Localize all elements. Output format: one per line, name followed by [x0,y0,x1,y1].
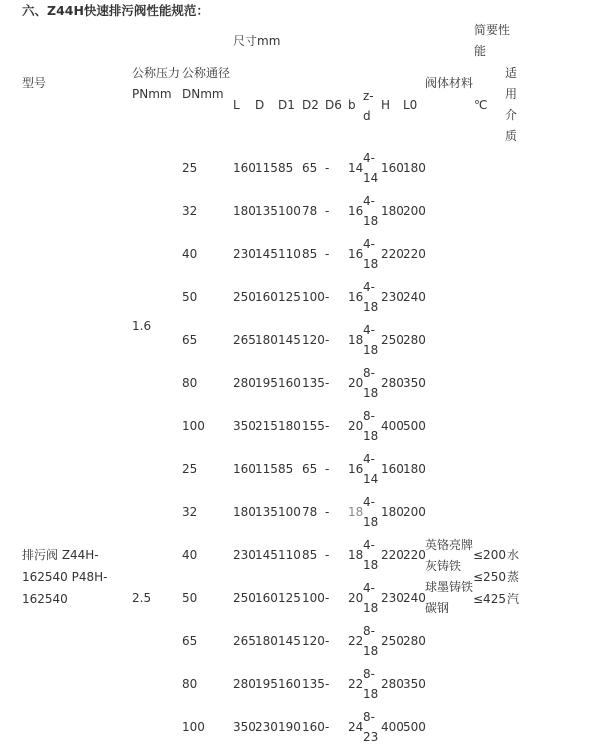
temperature-3: ≤425 [473,592,506,606]
b-cell: 20 [348,591,364,605]
D1-cell: 100 [278,505,301,519]
L-cell: 180 [233,204,256,218]
L0-cell: 500 [403,419,426,433]
L0-cell: 280 [403,634,426,648]
col-header-D: D [255,98,265,112]
zd-cell-top: 4- [363,495,375,509]
col-header-D2: D2 [302,98,319,112]
D6-cell: - [325,462,330,476]
b-cell: 20 [348,419,364,433]
zd-cell-bottom: 18 [363,558,379,572]
L0-cell: 200 [403,505,426,519]
zd-cell-top: 4- [363,538,375,552]
D1-cell: 85 [278,161,294,175]
b-cell: 16 [348,462,364,476]
zd-cell-bottom: 18 [363,300,379,314]
H-cell: 230 [381,591,404,605]
dimensions-header: 尺寸mm [233,34,281,48]
H-cell: 160 [381,161,404,175]
zd-cell-top: 8- [363,409,375,423]
L-cell: 160 [233,462,256,476]
dn-cell: 32 [182,204,198,218]
temperature-header: ℃ [474,98,488,112]
D2-cell: 135 [302,677,325,691]
zd-cell-top: 8- [363,624,375,638]
zd-cell-top: 4- [363,194,375,208]
D2-cell: 78 [302,505,318,519]
D-cell: 160 [255,290,278,304]
brief-performance-header-1: 简要性 [474,23,511,37]
D6-cell: - [325,290,330,304]
D-cell: 195 [255,376,278,390]
D-cell: 135 [255,204,278,218]
D6-cell: - [325,376,330,390]
model-name-line-3: 162540 [22,592,68,606]
zd-cell-bottom: 18 [363,687,379,701]
col-header-H: H [381,98,391,112]
H-cell: 250 [381,634,404,648]
zd-cell-top: 8- [363,366,375,380]
D6-cell: - [325,161,330,175]
D6-cell: - [325,548,330,562]
L0-cell: 240 [403,290,426,304]
dn-cell: 65 [182,333,198,347]
L-cell: 250 [233,290,256,304]
material-header: 阀体材料 [425,76,474,90]
temperature-2: ≤250 [473,570,506,584]
medium-header-char-4: 质 [505,129,518,143]
D2-cell: 85 [302,548,318,562]
model-header: 型号 [22,76,47,90]
D2-cell: 65 [302,161,318,175]
b-cell: 18 [348,505,364,519]
D2-cell: 160 [302,720,325,734]
temperature-1: ≤200 [473,548,506,562]
b-cell: 16 [348,290,364,304]
b-cell: 16 [348,204,364,218]
dn-cell: 80 [182,376,198,390]
D2-cell: 85 [302,247,318,261]
L0-cell: 350 [403,376,426,390]
H-cell: 160 [381,462,404,476]
D2-cell: 120 [302,333,325,347]
zd-cell-top: 8- [363,710,375,724]
L-cell: 230 [233,548,256,562]
L0-cell: 500 [403,720,426,734]
material-1: 英铬亮牌 [425,538,474,552]
L0-cell: 280 [403,333,426,347]
L-cell: 160 [233,161,256,175]
col-header-L: L [233,98,240,112]
D-cell: 145 [255,247,278,261]
D-cell: 180 [255,634,278,648]
H-cell: 220 [381,247,404,261]
medium-1: 水 [507,548,520,562]
D1-cell: 160 [278,376,301,390]
zd-cell-top: 4- [363,237,375,251]
D-cell: 215 [255,419,278,433]
zd-cell-top: 8- [363,667,375,681]
L0-cell: 180 [403,161,426,175]
D-cell: 115 [255,161,278,175]
model-name-line-1: 排污阀 Z44H- [22,548,99,562]
D1-cell: 190 [278,720,301,734]
zd-cell-bottom: 14 [363,171,379,185]
medium-2: 蒸 [507,570,520,584]
L-cell: 280 [233,376,256,390]
D1-cell: 110 [278,247,301,261]
col-header-L0: L0 [403,98,418,112]
diameter-header-1: 公称通径 [182,66,231,80]
H-cell: 280 [381,677,404,691]
col-header-d: d [363,109,371,123]
dn-cell: 65 [182,634,198,648]
dn-cell: 80 [182,677,198,691]
diameter-header-2: DNmm [182,87,224,101]
H-cell: 220 [381,548,404,562]
zd-cell-top: 4- [363,323,375,337]
zd-cell-bottom: 14 [363,472,379,486]
zd-cell-bottom: 18 [363,343,379,357]
L-cell: 180 [233,505,256,519]
zd-cell-top: 4- [363,581,375,595]
D-cell: 195 [255,677,278,691]
D2-cell: 78 [302,204,318,218]
D6-cell: - [325,247,330,261]
pressure-group-2: 2.5 [132,591,152,605]
pressure-header-2: PNmm [132,87,172,101]
D-cell: 230 [255,720,278,734]
pressure-header-1: 公称压力 [132,66,181,80]
L-cell: 250 [233,591,256,605]
dn-cell: 25 [182,462,198,476]
D-cell: 115 [255,462,278,476]
L-cell: 230 [233,247,256,261]
D-cell: 180 [255,333,278,347]
L0-cell: 220 [403,247,426,261]
col-header-D6: D6 [325,98,342,112]
dn-cell: 40 [182,247,198,261]
dn-cell: 25 [182,161,198,175]
L-cell: 350 [233,720,256,734]
L-cell: 280 [233,677,256,691]
L0-cell: 240 [403,591,426,605]
D2-cell: 65 [302,462,318,476]
D1-cell: 110 [278,548,301,562]
section-title: 六、Z44H快速排污阀性能规范： [22,3,209,18]
D2-cell: 155 [302,419,325,433]
D-cell: 160 [255,591,278,605]
col-header-b: b [348,98,356,112]
b-cell: 24 [348,720,364,734]
H-cell: 250 [381,333,404,347]
D-cell: 145 [255,548,278,562]
zd-cell-bottom: 18 [363,214,379,228]
material-3: 球墨铸铁 [425,580,474,594]
zd-cell-bottom: 18 [363,386,379,400]
L0-cell: 350 [403,677,426,691]
D1-cell: 145 [278,634,301,648]
dn-cell: 100 [182,720,205,734]
zd-cell-bottom: 18 [363,257,379,271]
dn-cell: 50 [182,591,198,605]
D1-cell: 85 [278,462,294,476]
H-cell: 230 [381,290,404,304]
D6-cell: - [325,204,330,218]
D1-cell: 125 [278,290,301,304]
D-cell: 135 [255,505,278,519]
D1-cell: 100 [278,204,301,218]
D2-cell: 120 [302,634,325,648]
b-cell: 20 [348,376,364,390]
b-cell: 22 [348,634,364,648]
zd-cell-bottom: 18 [363,515,379,529]
H-cell: 180 [381,204,404,218]
zd-cell-bottom: 18 [363,601,379,615]
b-cell: 14 [348,161,364,175]
D6-cell: - [325,505,330,519]
D2-cell: 100 [302,591,325,605]
medium-header-char-2: 用 [505,87,518,101]
D6-cell: - [325,720,330,734]
D6-cell: - [325,591,330,605]
L0-cell: 220 [403,548,426,562]
D1-cell: 145 [278,333,301,347]
dn-cell: 100 [182,419,205,433]
L-cell: 350 [233,419,256,433]
H-cell: 400 [381,720,404,734]
zd-cell-top: 4- [363,452,375,466]
H-cell: 400 [381,419,404,433]
D1-cell: 160 [278,677,301,691]
material-4: 碳钢 [425,601,450,615]
zd-cell-bottom: 23 [363,730,379,744]
b-cell: 22 [348,677,364,691]
D6-cell: - [325,419,330,433]
medium-header-char-3: 介 [505,108,518,122]
L0-cell: 180 [403,462,426,476]
col-header-D1: D1 [278,98,295,112]
b-cell: 16 [348,247,364,261]
dn-cell: 32 [182,505,198,519]
material-2: 灰铸铁 [425,559,462,573]
model-name-line-2: 162540 P48H- [22,570,108,584]
D6-cell: - [325,634,330,648]
H-cell: 280 [381,376,404,390]
b-cell: 18 [348,333,364,347]
pressure-group-1: 1.6 [132,319,152,333]
zd-cell-top: 4- [363,280,375,294]
medium-header-char-1: 适 [505,66,518,80]
L-cell: 265 [233,333,256,347]
zd-cell-bottom: 18 [363,644,379,658]
H-cell: 180 [381,505,404,519]
brief-performance-header-2: 能 [474,44,487,58]
D6-cell: - [325,677,330,691]
D2-cell: 100 [302,290,325,304]
col-header-z-: z- [363,89,374,103]
zd-cell-bottom: 18 [363,429,379,443]
L-cell: 265 [233,634,256,648]
dn-cell: 50 [182,290,198,304]
medium-3: 汽 [507,592,520,606]
L0-cell: 200 [403,204,426,218]
b-cell: 18 [348,548,364,562]
D6-cell: - [325,333,330,347]
dn-cell: 40 [182,548,198,562]
D1-cell: 180 [278,419,301,433]
D2-cell: 135 [302,376,325,390]
D1-cell: 125 [278,591,301,605]
zd-cell-top: 4- [363,151,375,165]
